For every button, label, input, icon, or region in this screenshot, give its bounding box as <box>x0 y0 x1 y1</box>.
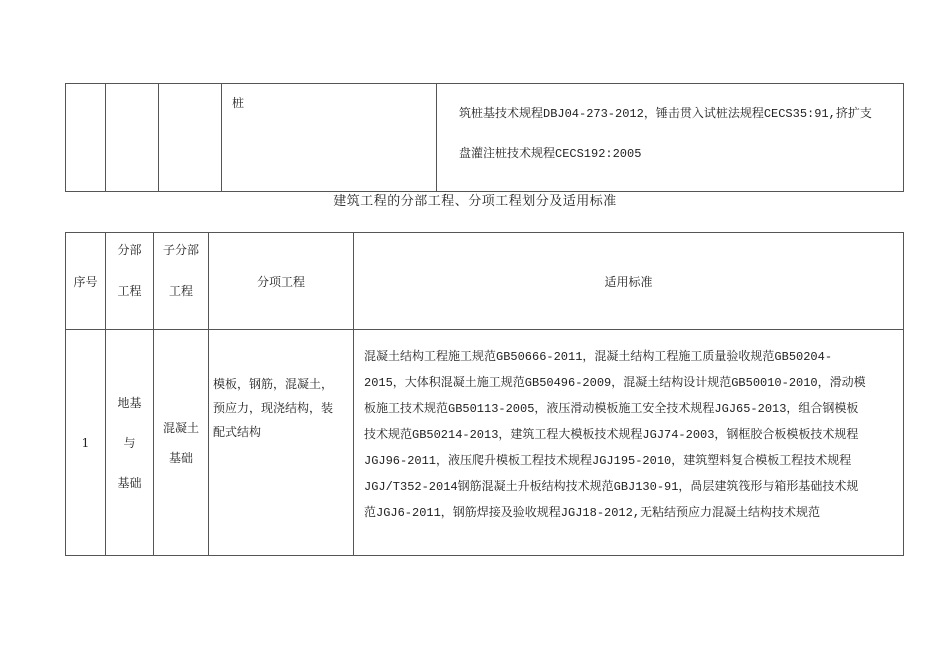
continuation-table <box>65 83 904 192</box>
sub-item-text: 桩 <box>232 96 245 110</box>
standard-line: 混凝土结构工程施工规范GB50666-2011，混凝土结构工程施工质量验收规范GB50204- <box>364 350 833 364</box>
row-subdivision: 混凝土 基础 <box>154 330 209 556</box>
standards-cell <box>437 84 904 192</box>
sub-item-cell <box>222 84 437 192</box>
standards-line: 筑桩基技术规程DBJ04-273-2012，锤击贯入试桩法规程CECS35:91,挤扩支 <box>459 107 872 121</box>
item-line: 配式结构 <box>213 425 262 439</box>
division-table <box>65 232 904 556</box>
standard-line: 板施工技术规范GB50113-2005，液压滑动模板施工安全技术规程JGJ65-2013，组合钢模板 <box>364 402 859 416</box>
row-seq: 1 <box>66 330 106 556</box>
header-division: 分部 工程 <box>106 233 154 330</box>
standard-line: 范JGJ6-2011，钢筋焊接及验收规程JGJ18-2012,无粘结预应力混凝土结构技术规范 <box>364 506 821 520</box>
header-subdivision: 子分部 工程 <box>154 233 209 330</box>
table-caption: 建筑工程的分部工程、分项工程划分及适用标准 <box>333 194 617 209</box>
item-line: 预应力，现浇结构，装 <box>213 401 334 415</box>
row-items <box>209 330 354 556</box>
header-standard: 适用标准 <box>354 233 904 330</box>
standards-line: 盘灌注桩技术规程CECS192:2005 <box>459 147 642 161</box>
standard-line: 2015，大体积混凝土施工规范GB50496-2009，混凝土结构设计规范GB50010-2010，滑动模 <box>364 376 866 390</box>
table-row <box>66 84 904 192</box>
row-standards <box>354 330 904 556</box>
header-item: 分项工程 <box>209 233 354 330</box>
row-division: 地基 与 基础 <box>106 330 154 556</box>
standard-line: JGJ96-2011，液压爬升模板工程技术规程JGJ195-2010，建筑塑料复合模板工程技术规程 <box>364 454 852 468</box>
division-cell <box>106 84 159 192</box>
item-line: 模板，钢筋，混凝土， <box>213 377 334 391</box>
table-row <box>66 330 904 556</box>
standard-line: JGJ/T352-2014钢筋混凝土升板结构技术规范GBJ130-91，咼层建筑筏形与箱形基础技术规 <box>364 480 859 494</box>
subdivision-cell <box>159 84 222 192</box>
header-row <box>66 233 904 330</box>
standard-line: 技术规范GB50214-2013，建筑工程大模板技术规程JGJ74-2003，钢框胶合板模板技术规程 <box>364 428 859 442</box>
seq-cell <box>66 84 106 192</box>
header-seq: 序号 <box>66 233 106 330</box>
